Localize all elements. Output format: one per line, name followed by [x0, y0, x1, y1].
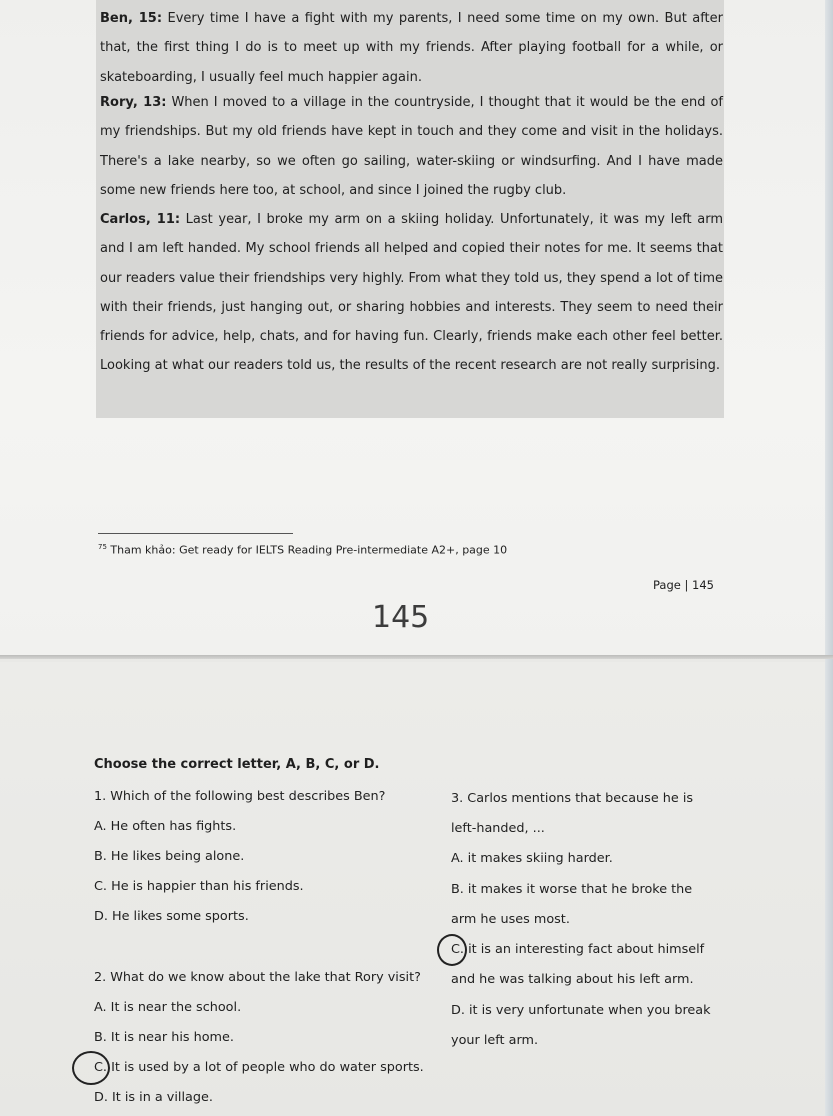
q1-question: 1. Which of the following best describes Ben?: [94, 789, 386, 804]
q2-question: 2. What do we know about the lake that Rory visit?: [94, 970, 421, 985]
speaker-rory: Rory, 13:: [100, 95, 167, 110]
page-number: 145: [372, 600, 430, 635]
q2-option-c: [94, 1060, 424, 1075]
answer-circle-q2: [72, 1051, 110, 1085]
q3-question-line1: 3. Carlos mentions that because he is: [451, 791, 694, 806]
passage-rory-text: When I moved to a village in the countryside, I thought that it would be the end of my friendships. But my old friends have kept in touch and they come and visit in the holidays. There's a lake nearby, so we often go sailing, water-skiing or windsurfing. And I have made some new friends here too, at school, and since I joined the rugby club.: [100, 95, 724, 198]
q3-option-c-line2: and he was talking about his left arm.: [451, 972, 694, 987]
q3-question-line2: left-handed, ...: [451, 821, 545, 836]
q2-option-a: A. It is near the school.: [94, 1000, 242, 1015]
footnote: [98, 543, 507, 557]
q2-option-c-text: It is used by a lot of people who do water sports.: [111, 1060, 424, 1075]
passage-carlos-text: Last year, I broke my arm on a skiing holiday. Unfortunately, it was my left arm and I am left handed. My school friends all helped and copied their notes for me. It seems that our readers value their friendships very highly. From what they told us, they spend a lot of time with their friends, just hanging out, or sharing hobbies and interests. They seem to need their friends for advice, help, chats, and for having fun. Clearly, friends make each other feel better. Looking at what our readers told us, the results of the recent research are not really surprising.: [100, 212, 723, 374]
q3-option-c-letter: C.: [451, 942, 465, 957]
footnote-text: Tham khảo: Get ready for IELTS Reading Pre-intermediate A2+, page 10: [106, 543, 508, 557]
q1-option-c: C. He is happier than his friends.: [94, 879, 304, 894]
q3-option-d-line2: your left arm.: [451, 1033, 539, 1048]
page-edge: [825, 0, 833, 1116]
q3-option-a: A. it makes skiing harder.: [451, 851, 613, 866]
q2-option-b: B. It is near his home.: [94, 1030, 234, 1045]
q1-option-a: A. He often has fights.: [94, 819, 237, 834]
page-label: Page | 145: [653, 578, 714, 592]
footnote-number: 75: [98, 543, 107, 551]
q3-option-b-line1: B. it makes it worse that he broke the: [451, 882, 693, 897]
q2-option-d: D. It is in a village.: [94, 1090, 213, 1105]
passage-rory: [100, 88, 723, 205]
speaker-ben: Ben, 15:: [100, 11, 163, 26]
answer-circle-q3: [437, 934, 467, 966]
q3-option-c-text: it is an interesting fact about himself: [468, 942, 705, 957]
q1-option-d: D. He likes some sports.: [94, 909, 249, 924]
q3-option-b-line2: arm he uses most.: [451, 912, 570, 927]
q3-option-c-line1: [451, 942, 704, 957]
instruction: Choose the correct letter, A, B, C, or D.: [94, 757, 380, 772]
page-separator: [0, 655, 833, 659]
passage-carlos: [100, 205, 723, 381]
q3-option-d-line1: D. it is very unfortunate when you break: [451, 1003, 711, 1018]
passage-ben-text: Every time I have a fight with my parents, I need some time on my own. But after that, the first thing I do is to meet up with my friends. After playing football for a while, or skateboarding, I usually feel much happier again.: [100, 11, 723, 85]
q2-option-c-letter: C.: [94, 1060, 108, 1075]
q1-option-b: B. He likes being alone.: [94, 849, 245, 864]
speaker-carlos: Carlos, 11:: [100, 212, 181, 227]
passage-ben: [100, 4, 723, 92]
footnote-rule: [98, 533, 293, 534]
